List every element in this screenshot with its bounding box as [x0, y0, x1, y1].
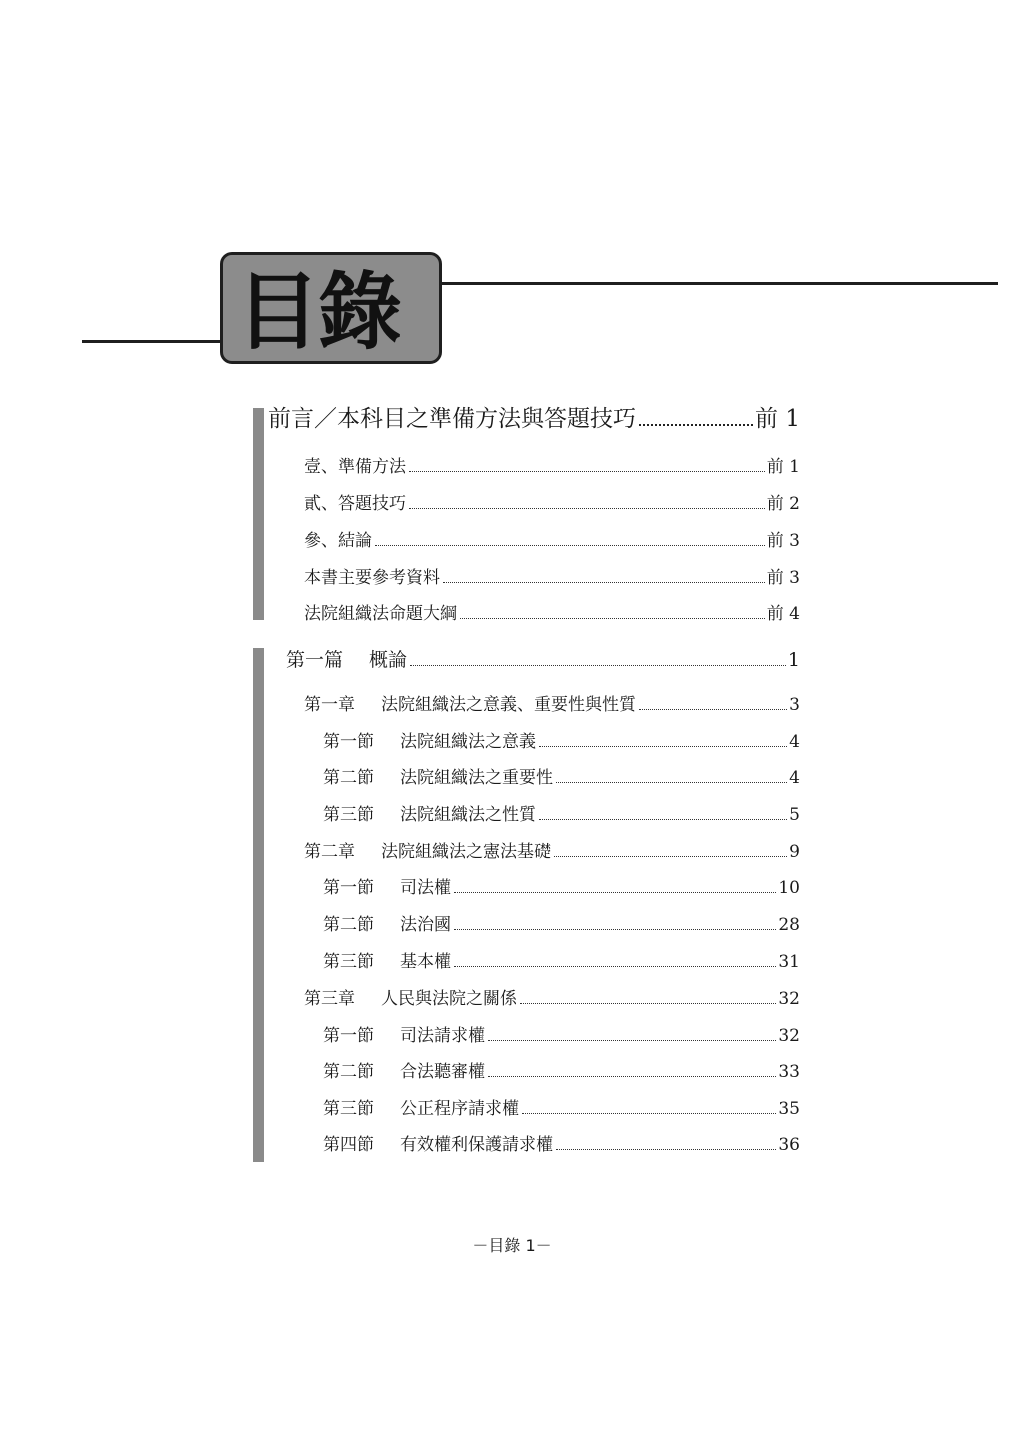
- toc-page-number: 1: [787, 649, 800, 671]
- toc-leader-dots: [554, 856, 787, 857]
- page-title: 目錄: [236, 263, 401, 361]
- toc-entry-label: 第二節: [323, 768, 374, 788]
- toc-leader-dots: [454, 966, 776, 967]
- toc-entry-label: 第一篇: [286, 649, 344, 671]
- toc-leader-dots: [522, 1113, 776, 1114]
- toc-entry-text: 概論: [369, 649, 408, 671]
- toc-entry-label: 第三章: [304, 989, 355, 1009]
- toc-page-number: 32: [778, 1026, 800, 1046]
- toc-entry[interactable]: [304, 599, 800, 624]
- toc-page-number: 32: [778, 989, 800, 1009]
- toc-entry-label: 第三節: [323, 805, 374, 825]
- toc-entry[interactable]: [304, 563, 800, 588]
- toc-entry-text: 司法權: [400, 878, 451, 898]
- toc-page-number: 4: [789, 768, 800, 788]
- toc-section[interactable]: [323, 800, 800, 825]
- toc-entry-label: 第一章: [304, 695, 355, 715]
- toc-entry[interactable]: [304, 452, 800, 477]
- toc-entry-text: 參、結論: [304, 531, 372, 551]
- toc-leader-dots: [556, 782, 787, 783]
- toc-entry-text: 法治國: [400, 915, 451, 935]
- toc-leader-dots: [375, 545, 765, 546]
- toc-entry-text: 壹、準備方法: [304, 457, 406, 477]
- preface-section-bar: [253, 408, 264, 620]
- toc-chapter[interactable]: [304, 837, 800, 862]
- toc-entry-text: 法院組織法之意義、重要性與性質: [381, 695, 636, 715]
- toc-entry-text: 司法請求權: [400, 1026, 485, 1046]
- toc-section[interactable]: [323, 873, 800, 898]
- toc-page-number: 前 3: [766, 568, 800, 588]
- toc-page-number: 35: [778, 1099, 800, 1119]
- toc-section[interactable]: [323, 763, 800, 788]
- toc-entry-text: 法院組織法之意義: [400, 732, 536, 752]
- toc-leader-dots: [488, 1040, 776, 1041]
- toc-chapter[interactable]: [304, 984, 800, 1009]
- toc-section[interactable]: [323, 1021, 800, 1046]
- heading-rule-left: [82, 340, 224, 343]
- toc-page-number: 31: [778, 952, 800, 972]
- toc-leader-dots: [639, 424, 753, 426]
- toc-leader-dots: [454, 892, 776, 893]
- toc-page-number: 3: [789, 695, 800, 715]
- toc-leader-dots: [460, 618, 765, 619]
- toc-entry-label: 第三節: [323, 952, 374, 972]
- toc-leader-dots: [443, 582, 765, 583]
- toc-page-number: 28: [778, 915, 800, 935]
- toc-chapter[interactable]: [304, 690, 800, 715]
- toc-page-number: 33: [778, 1062, 800, 1082]
- page-footer: －目錄 1－: [472, 1236, 552, 1255]
- toc-entry-label: 第一節: [323, 1026, 374, 1046]
- toc-entry-text: 前言／本科目之準備方法與答題技巧: [268, 406, 636, 432]
- toc-leader-dots: [410, 665, 786, 666]
- toc-preface-heading[interactable]: [268, 400, 800, 433]
- toc-page-number: 5: [789, 805, 800, 825]
- toc-entry-text: 法院組織法之性質: [400, 805, 536, 825]
- toc-entry-text: 人民與法院之關係: [381, 989, 517, 1009]
- toc-entry-text: 貳、答題技巧: [304, 494, 406, 514]
- toc-leader-dots: [488, 1076, 776, 1077]
- toc-page-number: 前 2: [766, 494, 800, 514]
- toc-page-number: 前 4: [766, 604, 800, 624]
- toc-section[interactable]: [323, 910, 800, 935]
- toc-entry-text: 法院組織法之憲法基礎: [381, 842, 551, 862]
- toc-entry[interactable]: [304, 489, 800, 514]
- toc-page-number: 36: [778, 1135, 800, 1155]
- toc-section[interactable]: [323, 1094, 800, 1119]
- toc-page-number: 4: [789, 732, 800, 752]
- toc-entry-text: 本書主要參考資料: [304, 568, 440, 588]
- toc-section[interactable]: [323, 1057, 800, 1082]
- toc-entry-text: 法院組織法命題大綱: [304, 604, 457, 624]
- toc-entry-label: 第三節: [323, 1099, 374, 1119]
- toc-leader-dots: [409, 508, 765, 509]
- toc-entry-label: 第二節: [323, 1062, 374, 1082]
- toc-leader-dots: [454, 929, 776, 930]
- toc-entry-label: 第二節: [323, 915, 374, 935]
- toc-entry-text: 公正程序請求權: [400, 1099, 519, 1119]
- heading-rule-right: [440, 282, 998, 285]
- toc-entry[interactable]: [304, 526, 800, 551]
- toc-leader-dots: [556, 1149, 776, 1150]
- toc-page-number: 前 1: [766, 457, 800, 477]
- toc-part-heading[interactable]: [286, 645, 800, 672]
- toc-entry-label: 第一節: [323, 732, 374, 752]
- toc-page-number: 9: [789, 842, 800, 862]
- toc-entry-label: 第二章: [304, 842, 355, 862]
- toc-section[interactable]: [323, 727, 800, 752]
- toc-page-number: 前 3: [766, 531, 800, 551]
- toc-entry-label: 第四節: [323, 1135, 374, 1155]
- toc-entry-text: 合法聽審權: [400, 1062, 485, 1082]
- toc-page-number: 10: [778, 878, 800, 898]
- toc-leader-dots: [520, 1003, 776, 1004]
- toc-leader-dots: [539, 746, 787, 747]
- part1-section-bar: [253, 648, 264, 1162]
- toc-entry-label: 第一節: [323, 878, 374, 898]
- toc-leader-dots: [539, 819, 787, 820]
- toc-leader-dots: [409, 471, 765, 472]
- toc-entry-text: 法院組織法之重要性: [400, 768, 553, 788]
- toc-entry-text: 有效權利保護請求權: [400, 1135, 553, 1155]
- toc-leader-dots: [639, 709, 787, 710]
- toc-section[interactable]: [323, 947, 800, 972]
- toc-page-number: 前 1: [755, 406, 800, 432]
- toc-section[interactable]: [323, 1130, 800, 1155]
- toc-entry-text: 基本權: [400, 952, 451, 972]
